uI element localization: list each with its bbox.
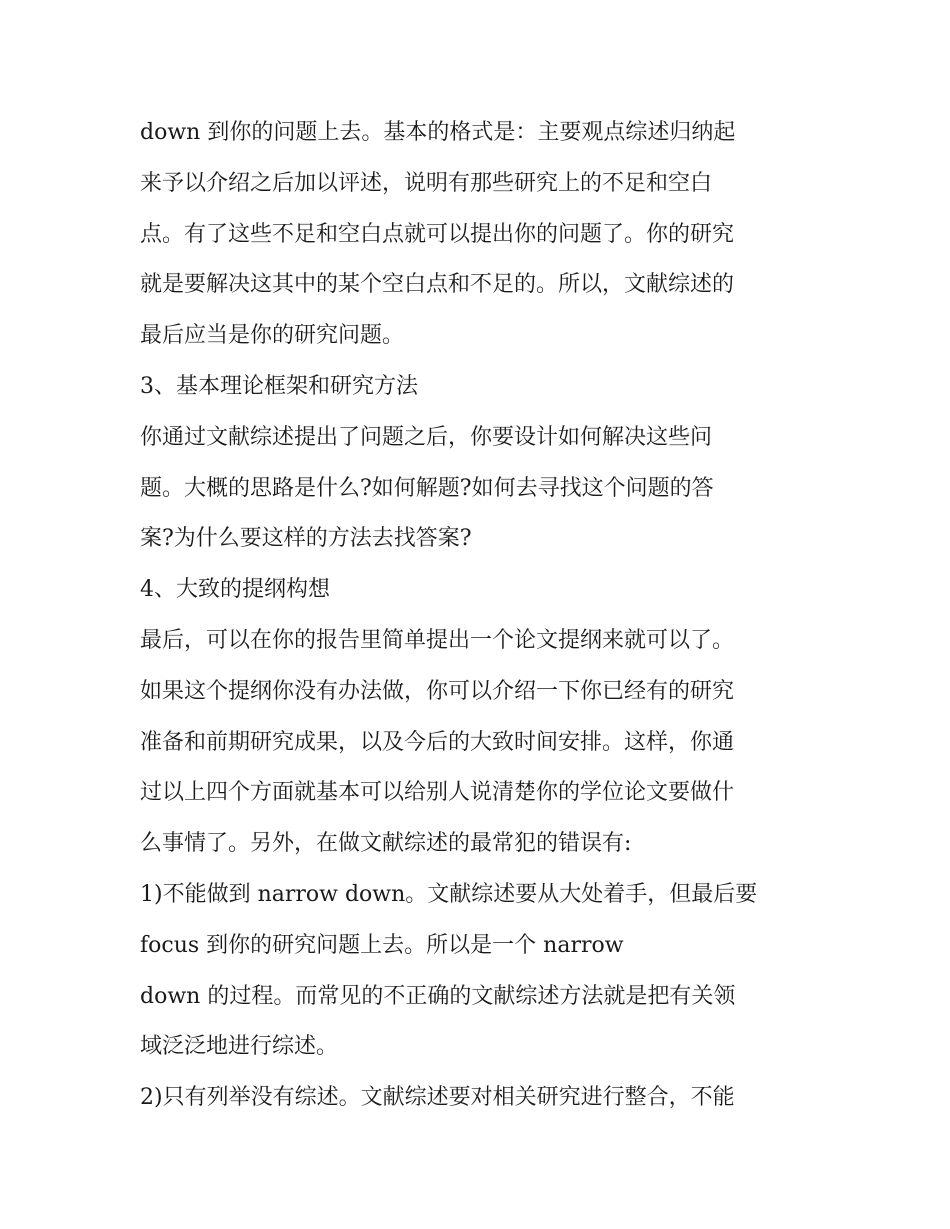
list-item-1-line-1: 1)不能做到 narrow down。文献综述要从大处着手，但最后要 (140, 881, 758, 907)
body-line-2: 来予以介绍之后加以评述，说明有那些研究上的不足和空白 (140, 170, 713, 196)
body-line-11: 最后，可以在你的报告里简单提出一个论文提纲来就可以了。 (140, 627, 735, 653)
body-line-7: 你通过文献综述提出了问题之后，你要设计如何解决这些问 (140, 424, 713, 450)
section-heading-3: 3、基本理论框架和研究方法 (140, 373, 418, 399)
body-line-13: 准备和前期研究成果，以及今后的大致时间安排。这样，你通 (140, 729, 735, 755)
body-line-9: 案?为什么要这样的方法去找答案? (140, 526, 472, 552)
body-line-14: 过以上四个方面就基本可以给别人说清楚你的学位论文要做什 (140, 780, 735, 806)
body-line-3: 点。有了这些不足和空白点就可以提出你的问题了。你的研究 (140, 221, 735, 247)
body-line-4: 就是要解决这其中的某个空白点和不足的。所以，文献综述的 (140, 272, 735, 298)
body-line-1: down 到你的问题上去。基本的格式是：主要观点综述归纳起 (140, 120, 736, 145)
list-item-1-line-4: 域泛泛地进行综述。 (140, 1034, 339, 1060)
section-heading-4: 4、大致的提纲构想 (140, 577, 330, 603)
body-line-5: 最后应当是你的研究问题。 (140, 323, 405, 349)
list-item-1-line-2: focus 到你的研究问题上去。所以是一个 narrow (140, 932, 624, 958)
body-line-12: 如果这个提纲你没有办法做，你可以介绍一下你已经有的研究 (140, 678, 735, 704)
list-item-1-line-3: down 的过程。而常见的不正确的文献综述方法就是把有关领 (140, 983, 736, 1009)
list-item-2-line-1: 2)只有列举没有综述。文献综述要对相关研究进行整合，不能 (140, 1085, 735, 1111)
body-line-15: 么事情了。另外，在做文献综述的最常犯的错误有: (140, 831, 632, 857)
document-body (140, 108, 820, 1124)
body-line-8: 题。大概的思路是什么?如何解题?如何去寻找这个问题的答 (140, 475, 714, 501)
